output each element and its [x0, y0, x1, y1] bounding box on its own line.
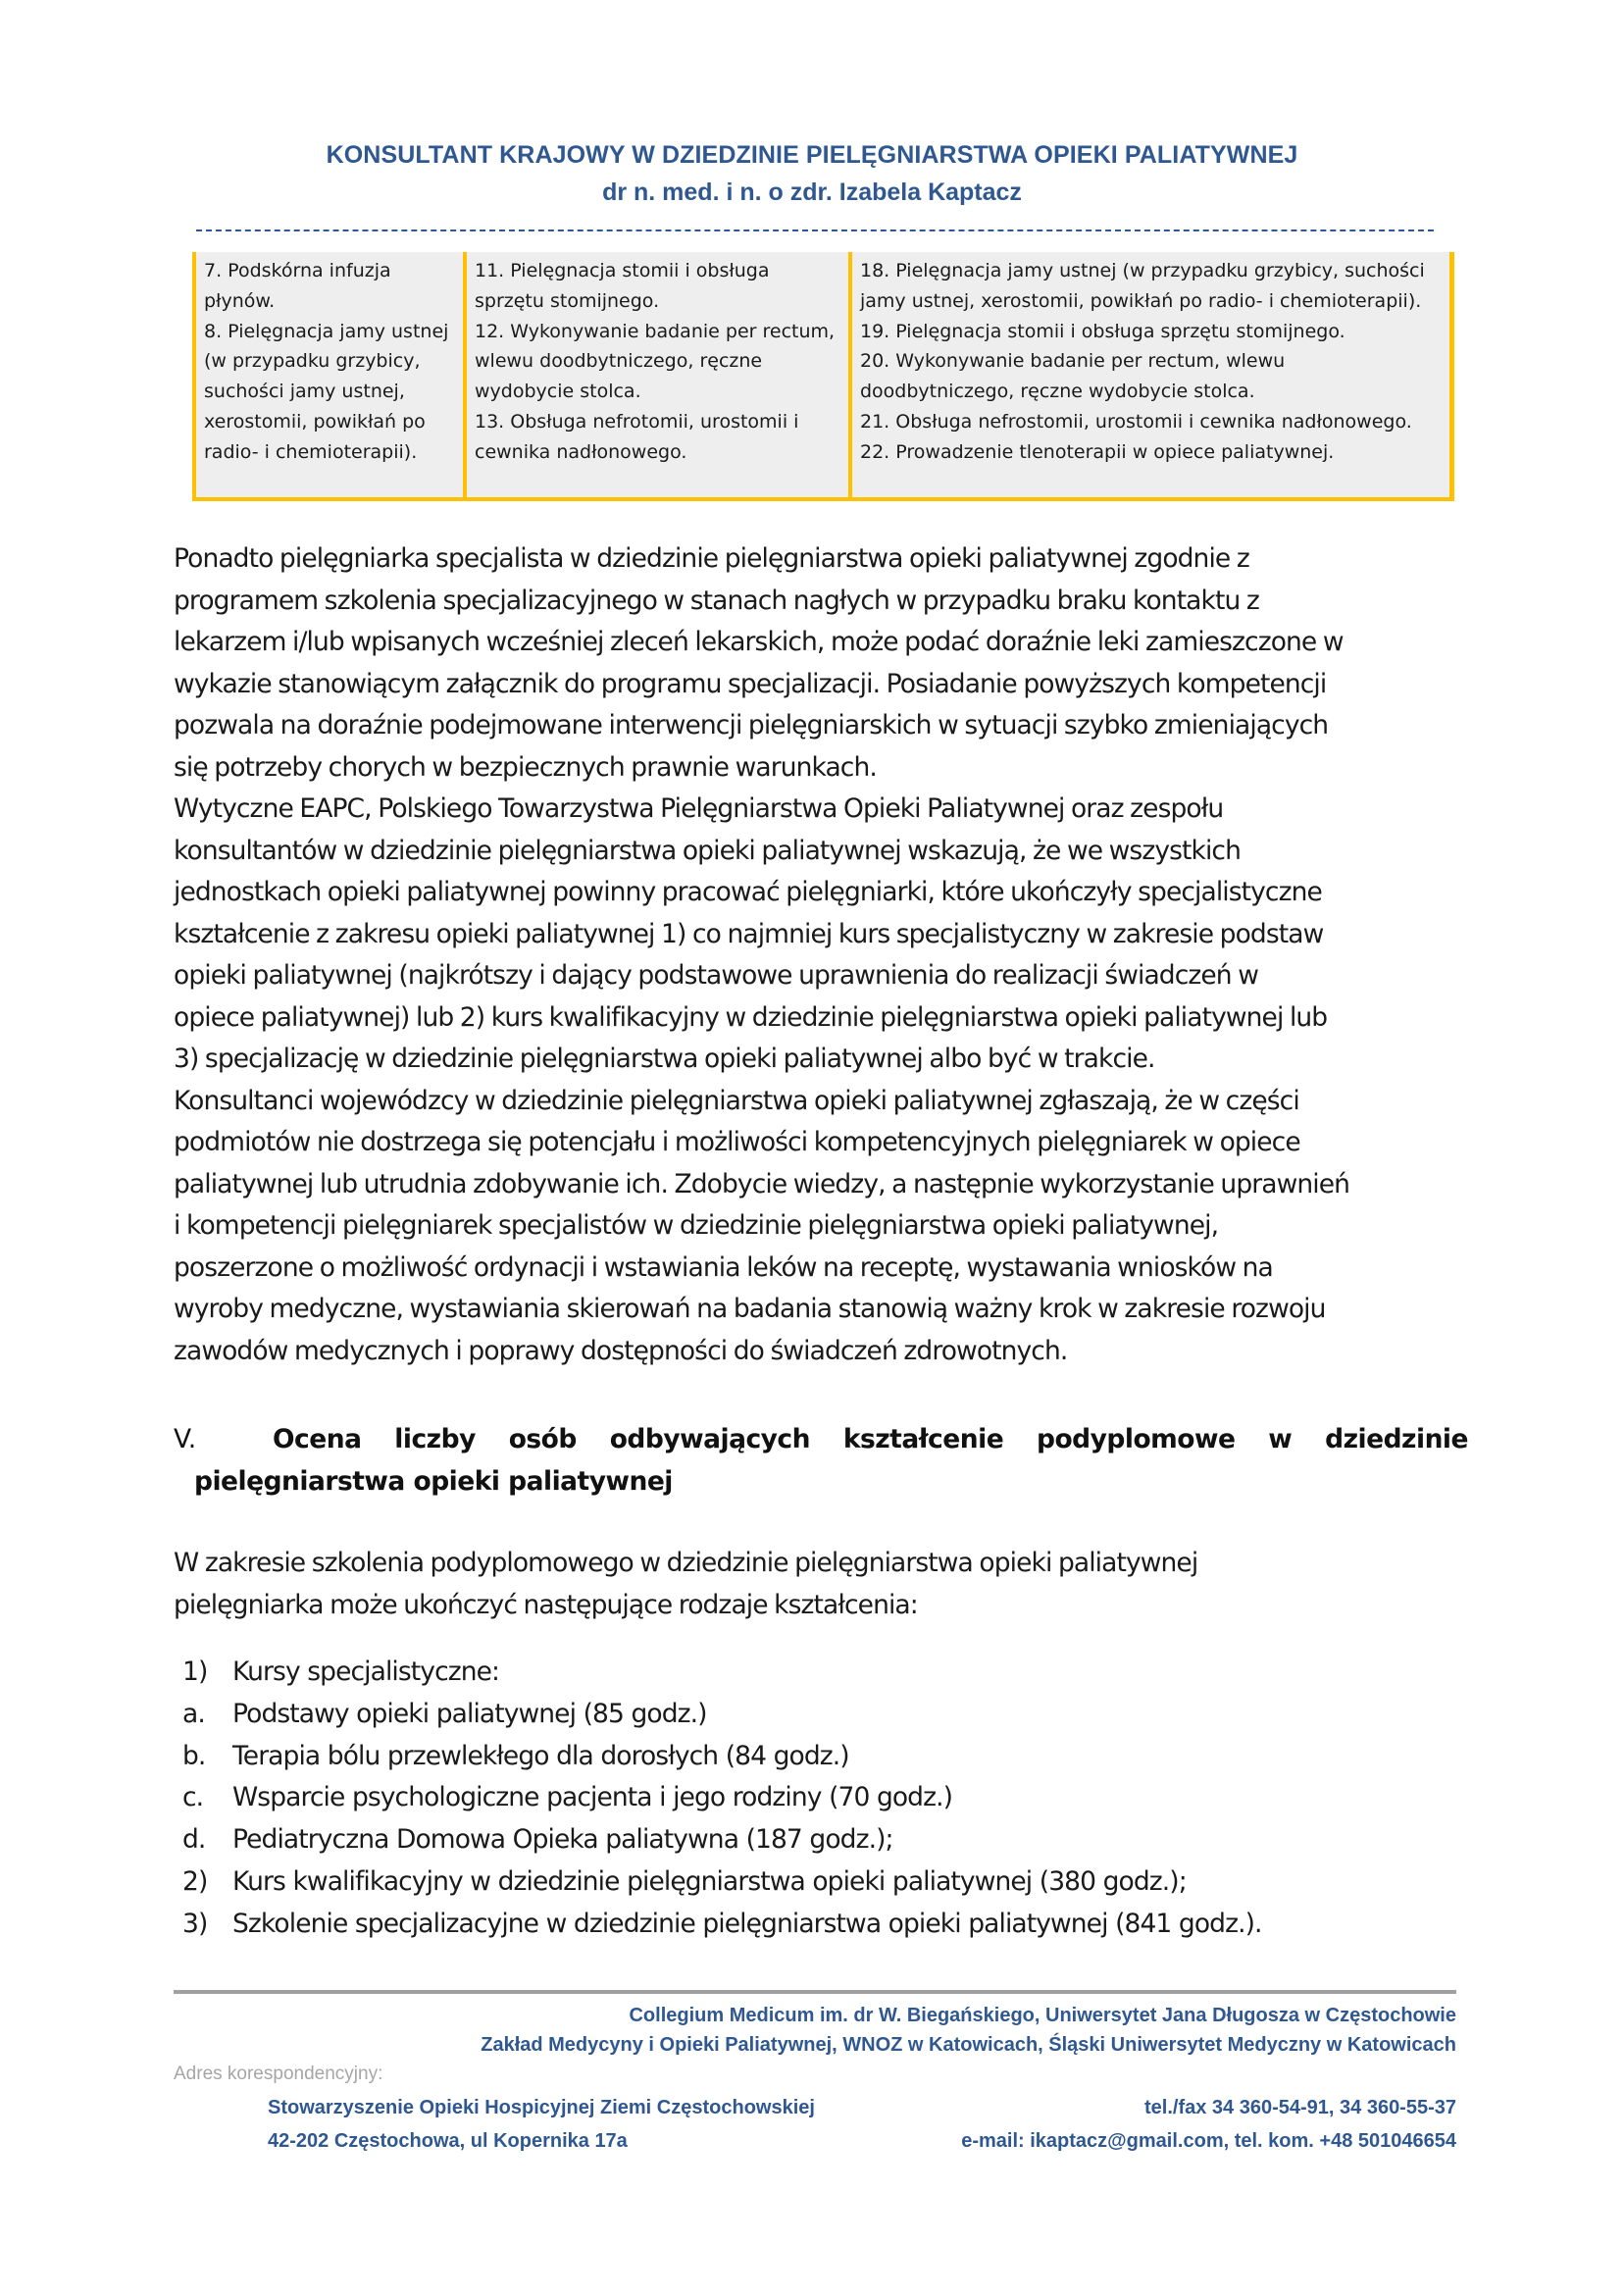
- table-cell-line: doodbytniczego, ręczne wydobycie stolca.: [860, 381, 1255, 403]
- header-title: KONSULTANT KRAJOWY W DZIEDZINIE PIELĘGNIARSTWA OPIEKI PALIATYWNEJ: [326, 141, 1298, 169]
- header-dashed-divider: [196, 229, 1434, 231]
- list-item: [182, 1819, 1262, 1861]
- list-item: [182, 1736, 1262, 1778]
- text-line: poszerzone o możliwość ordynacji i wstawiania leków na receptę, wystawania wniosków na: [174, 1251, 1273, 1283]
- table-cell-line: 21. Obsługa nefrostomii, urostomii i cewnika nadłonowego.: [860, 410, 1412, 433]
- text-line: Konsultanci wojewódzcy w dziedzinie pielęgniarstwa opieki paliatywnej zgłaszają, że w części: [174, 1085, 1299, 1116]
- table-cell-line: wlewu doodbytniczego, ręczne: [475, 350, 763, 373]
- list-item-text: Pediatryczna Domowa Opieka paliatywna (187 godz.);: [232, 1824, 893, 1856]
- text-line: podmiotów nie dostrzega się potencjału i możliwości kompetencyjnych pielęgniarek w opiece: [174, 1127, 1300, 1157]
- list-item: [182, 1652, 1262, 1694]
- list-marker: a.: [182, 1698, 205, 1729]
- list-item-text: Wsparcie psychologiczne pacjenta i jego rodziny (70 godz.): [232, 1782, 953, 1813]
- text-line: W zakresie szkolenia podyplomowego w dziedzinie pielęgniarstwa opieki paliatywnej: [174, 1548, 1198, 1578]
- section-number: V.: [174, 1424, 197, 1454]
- text-line: pozwala na doraźnie podejmowane interwencji pielęgniarskich w sytuacji szybko zmieniających: [174, 710, 1329, 740]
- section-title-line-1: Ocena liczby osób odbywających kształcenie podyplomowe w dziedzinie: [273, 1424, 1468, 1454]
- footer-affiliation-1: Collegium Medicum im. dr W. Biegańskiego, Uniwersytet Jana Długosza w Częstochowie: [629, 2005, 1456, 2026]
- text-line: pielęgniarka może ukończyć następujące rodzaje kształcenia:: [174, 1589, 918, 1620]
- list-item: [182, 1694, 1262, 1736]
- section-title-line-2: pielęgniarstwa opieki paliatywnej: [194, 1465, 673, 1497]
- text-line: opiece paliatywnej) lub 2) kurs kwalifikacyjny w dziedzinie pielęgniarstwa opieki paliatywnej lub: [174, 1001, 1328, 1033]
- table-cell-line: płynów.: [204, 289, 276, 312]
- list-item-text: Szkolenie specjalizacyjne w dziedzinie pielęgniarstwa opieki paliatywnej (841 godz.).: [232, 1908, 1262, 1939]
- table-cell-line: 7. Podskórna infuzja: [204, 260, 391, 281]
- list-marker: 3): [182, 1908, 208, 1939]
- text-line: się potrzeby chorych w bezpiecznych prawnie warunkach.: [174, 751, 877, 783]
- table-cell-line: 18. Pielęgnacja jamy ustnej (w przypadku grzybicy, suchości: [860, 260, 1425, 281]
- table-cell-line: 12. Wykonywanie badanie per rectum,: [475, 320, 836, 342]
- table-cell-line: 8. Pielęgnacja jamy ustnej: [204, 320, 449, 342]
- text-line: jednostkach opieki paliatywnej powinny pracować pielęgniarki, które ukończyły specjalistyczne: [174, 877, 1322, 907]
- list-marker: 1): [182, 1657, 208, 1687]
- table-cell-line: (w przypadku grzybicy,: [204, 350, 421, 373]
- table-cell-line: 11. Pielęgnacja stomii i obsługa: [475, 260, 770, 281]
- list-marker: d.: [182, 1824, 206, 1856]
- footer-org-name: Stowarzyszenie Opieki Hospicyjnej Ziemi Częstochowskiej: [268, 2097, 815, 2118]
- list-item-text: Kurs kwalifikacyjny w dziedzinie pielęgniarstwa opieki paliatywnej (380 godz.);: [232, 1865, 1187, 1897]
- table-cell-line: 20. Wykonywanie badanie per rectum, wlewu: [860, 350, 1286, 373]
- text-line: Wytyczne EAPC, Polskiego Towarzystwa Pielęgniarstwa Opieki Paliatywnej oraz zespołu: [174, 793, 1224, 824]
- list-item-text: Kursy specjalistyczne:: [232, 1657, 500, 1687]
- table-cell-line: 22. Prowadzenie tlenoterapii w opiece paliatywnej.: [860, 440, 1335, 463]
- table-cell-line: 13. Obsługa nefrotomii, urostomii i: [475, 410, 799, 433]
- footer: [174, 2001, 1456, 2156]
- text-line: 3) specjalizację w dziedzinie pielęgniarstwa opieki paliatywnej albo być w trakcie.: [174, 1044, 1155, 1074]
- table-column-2: [463, 252, 848, 497]
- header-author: dr n. med. i n. o zdr. Izabela Kaptacz: [602, 178, 1022, 206]
- list-item: [182, 1861, 1262, 1904]
- list-item-text: Terapia bólu przewlekłego dla dorosłych (84 godz.): [232, 1740, 849, 1771]
- table-cell-line: suchości jamy ustnej,: [204, 381, 405, 403]
- text-line: konsultantów w dziedzinie pielęgniarstwa opieki paliatywnej wskazują, że we wszystkich: [174, 835, 1241, 866]
- footer-address-label: Adres korespondencyjny:: [174, 2064, 383, 2084]
- list-marker: 2): [182, 1865, 208, 1897]
- table-cell-line: radio- i chemioterapii).: [204, 440, 418, 463]
- text-line: Ponadto pielęgniarka specjalista w dziedzinie pielęgniarstwa opieki paliatywnej zgodnie z: [174, 543, 1249, 574]
- list-item-text: Podstawy opieki paliatywnej (85 godz.): [232, 1698, 707, 1729]
- competency-table: [192, 252, 1454, 501]
- table-cell-line: jamy ustnej, xerostomii, powikłań po radio- i chemioterapii).: [860, 289, 1422, 312]
- table-cell-line: xerostomii, powikłań po: [204, 410, 426, 433]
- text-line: i kompetencji pielęgniarek specjalistów w dziedzinie pielęgniarstwa opieki paliatywnej,: [174, 1210, 1219, 1241]
- table-cell-line: wydobycie stolca.: [475, 381, 641, 403]
- footer-street-address: 42-202 Częstochowa, ul Kopernika 17a: [268, 2130, 628, 2152]
- text-line: paliatywnej lub utrudnia zdobywanie ich. Zdobycie wiedzy, a następnie wykorzystanie uprawnień: [174, 1168, 1350, 1199]
- text-line: kształcenie z zakresu opieki paliatywnej 1) co najmniej kurs specjalistyczny w zakresie podstaw: [174, 918, 1324, 949]
- training-list: [182, 1652, 1262, 1946]
- text-line: opieki paliatywnej (najkrótszy i dający podstawowe uprawnienia do realizacji świadczeń w: [174, 960, 1259, 991]
- table-cell-line: cewnika nadłonowego.: [475, 440, 687, 463]
- section-heading: [174, 1419, 1468, 1503]
- list-marker: b.: [182, 1740, 206, 1771]
- paragraph-training-intro: [174, 1543, 1478, 1626]
- text-line: zawodów medycznych i poprawy dostępności do świadczeń zdrowotnych.: [174, 1335, 1068, 1366]
- document-header: [0, 137, 1624, 210]
- list-item: [182, 1904, 1262, 1946]
- text-line: wykazie stanowiącym załącznik do programu specjalizacji. Posiadanie powyższych kompetencji: [174, 668, 1327, 699]
- list-marker: c.: [182, 1782, 204, 1813]
- text-line: lekarzem i/lub wpisanych wcześniej zleceń lekarskich, może podać doraźnie leki zamieszczone w: [174, 627, 1344, 657]
- table-cell-line: sprzętu stomijnego.: [475, 289, 660, 312]
- footer-affiliation-2: Zakład Medycyny i Opieki Paliatywnej, WNOZ w Katowicach, Śląski Uniwersytet Medyczny w Katowicach: [481, 2034, 1456, 2056]
- table-column-3: [848, 252, 1454, 497]
- footer-email-contact[interactable]: e-mail: ikaptacz@gmail.com, tel. kom. +48 501046654: [961, 2130, 1456, 2152]
- footer-divider: [174, 1990, 1456, 1994]
- table-cell-line: 19. Pielęgnacja stomii i obsługa sprzętu stomijnego.: [860, 320, 1345, 342]
- paragraph-emergency-medications: [174, 538, 1478, 1372]
- table-column-1: [192, 252, 463, 497]
- text-line: wyroby medyczne, wystawiania skierowań na badania stanowią ważny krok w zakresie rozwoju: [174, 1294, 1326, 1324]
- list-item: [182, 1777, 1262, 1819]
- footer-phone: tel./fax 34 360-54-91, 34 360-55-37: [1144, 2097, 1456, 2118]
- text-line: programem szkolenia specjalizacyjnego w stanach nagłych w przypadku braku kontaktu z: [174, 585, 1259, 616]
